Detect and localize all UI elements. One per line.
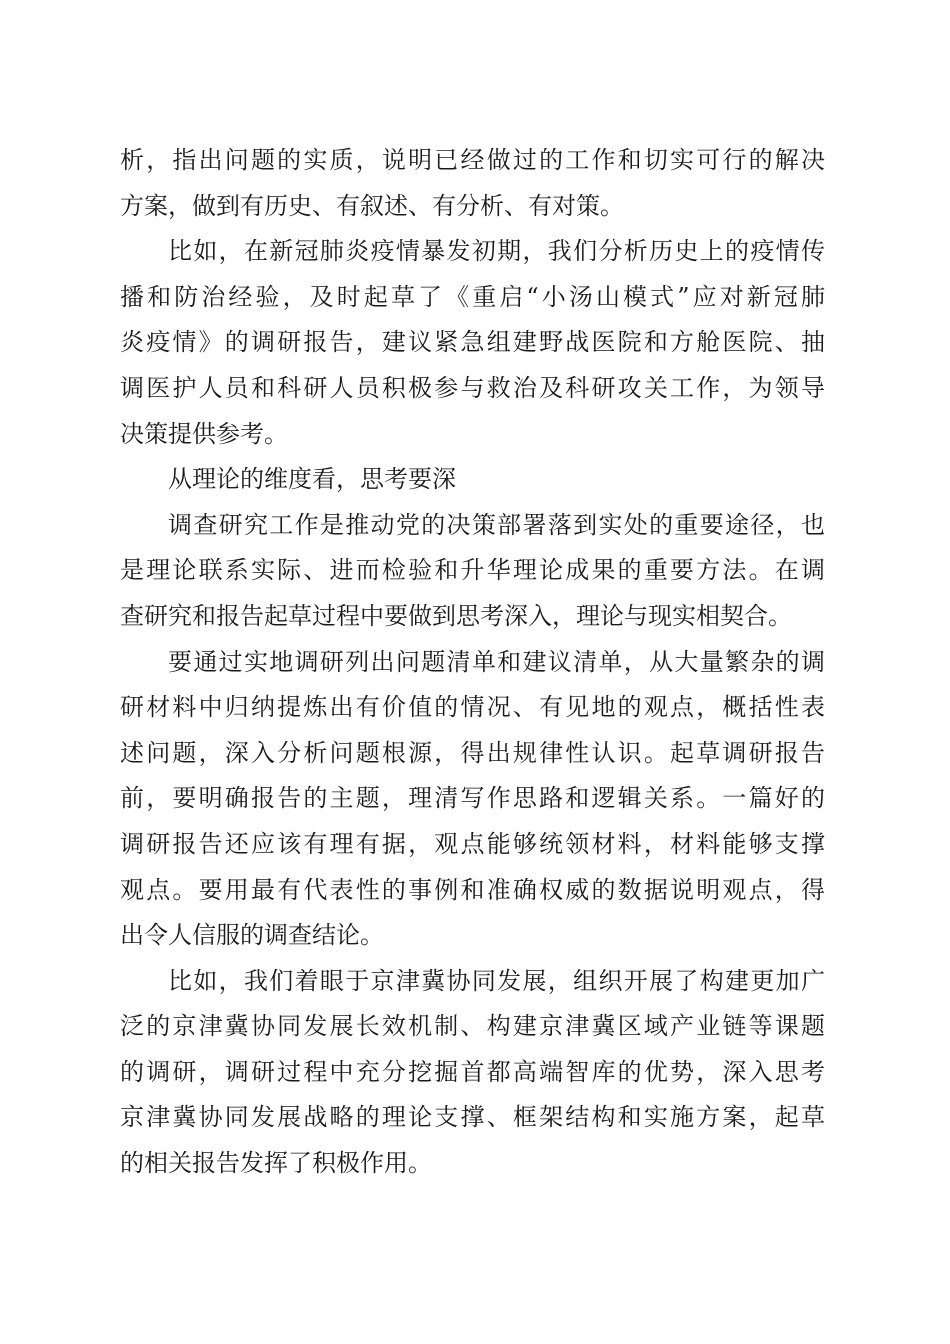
paragraph-research-method: [120, 640, 825, 959]
text-line: 的相关报告发挥了积极作用。: [120, 1149, 432, 1178]
text-line: 要通过实地调研列出问题清单和建议清单，从大量繁杂的调: [168, 647, 825, 676]
paragraph-theory-importance: [120, 503, 825, 640]
text-line: 前，要明确报告的主题，理清写作思路和逻辑关系。一篇好的: [120, 784, 825, 813]
text-line: 调医护人员和科研人员积极参与救治及科研攻关工作，为领导: [120, 373, 825, 402]
text-line: 播和防治经验，及时起草了《重启“小汤山模式”应对新冠肺: [120, 282, 825, 311]
text-line: 析，指出问题的实质，说明已经做过的工作和切实可行的解决: [120, 146, 825, 174]
text-line: 比如，我们着眼于京津冀协同发展，组织开展了构建更加广: [168, 966, 825, 995]
text-line: 泛的京津冀协同发展长效机制、构建京津冀区域产业链等课题: [120, 1012, 825, 1041]
paragraph-jingjinji-example: [120, 959, 825, 1187]
text-line: 研材料中归纳提炼出有价值的情况、有见地的观点，概括性表: [120, 693, 825, 722]
text-line: 方案，做到有历史、有叙述、有分析、有对策。: [120, 191, 624, 220]
text-line: 述问题，深入分析问题根源，得出规律性认识。起草调研报告: [120, 738, 825, 767]
text-line: 炎疫情》的调研报告，建议紧急组建野战医院和方舱医院、抽: [120, 328, 825, 357]
text-line: 决策提供参考。: [120, 419, 288, 448]
section-heading: [120, 457, 825, 503]
text-line: 的调研，调研过程中充分挖掘首都高端智库的优势，深入思考: [120, 1057, 825, 1086]
paragraph-continuation: [120, 138, 825, 229]
text-line: 查研究和报告起草过程中要做到思考深入，理论与现实相契合。: [120, 601, 792, 630]
text-line: 调研报告还应该有理有据，观点能够统领材料，材料能够支撑: [120, 829, 825, 858]
text-line: 京津冀协同发展战略的理论支撑、框架结构和实施方案，起草: [120, 1103, 825, 1132]
document-body: [120, 138, 825, 1187]
text-line: 观点。要用最有代表性的事例和准确权威的数据说明观点，得: [120, 875, 825, 904]
text-line: 是理论联系实际、进而检验和升华理论成果的重要方法。在调: [120, 556, 825, 585]
text-line: 比如，在新冠肺炎疫情暴发初期，我们分析历史上的疫情传: [168, 237, 825, 266]
text-line: 出令人信服的调查结论。: [120, 921, 384, 950]
heading-text: 从理论的维度看，思考要深: [168, 465, 456, 494]
text-line: 调查研究工作是推动党的决策部署落到实处的重要途径，也: [168, 510, 825, 539]
paragraph-xiaotangshan-example: [120, 229, 825, 457]
